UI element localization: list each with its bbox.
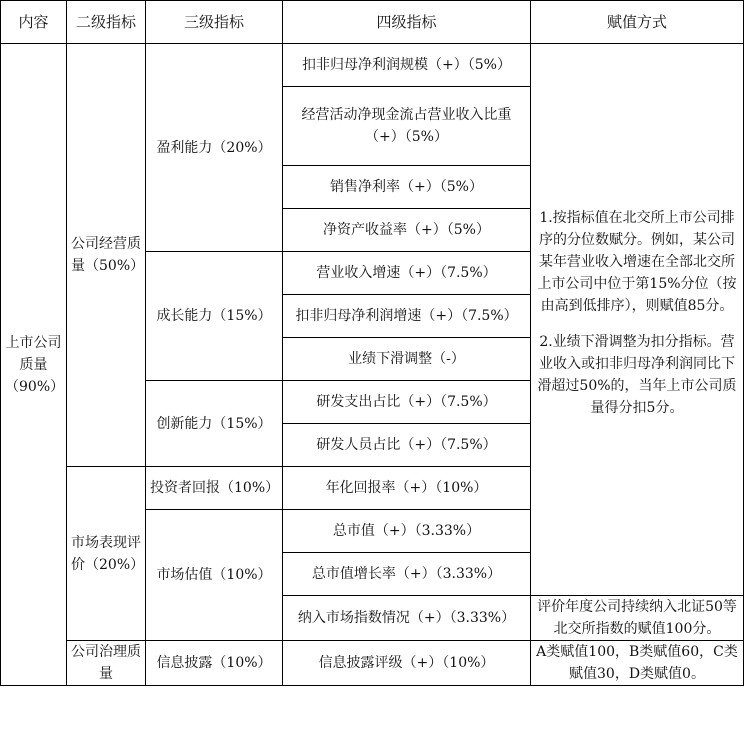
header-row <box>1 1 744 44</box>
table-row <box>1 44 744 87</box>
header-level3: 三级指标 <box>146 1 283 44</box>
level3-growth: 成长能力（15%） <box>146 252 283 381</box>
level4-cell: 信息披露评级（+）（10%） <box>283 641 531 686</box>
level4-cell: 研发支出占比（+）（7.5%） <box>283 381 531 424</box>
level4-cell: 营业收入增速（+）（7.5%） <box>283 252 531 295</box>
level4-cell: 研发人员占比（+）（7.5%） <box>283 424 531 467</box>
level3-investor-return: 投资者回报（10%） <box>146 467 283 510</box>
method-disclosure-cell: A类赋值100，B类赋值60，C类赋值30，D类赋值0。 <box>531 641 744 686</box>
header-method: 赋值方式 <box>531 1 744 44</box>
level4-cell: 扣非归母净利润增速（+）（7.5%） <box>283 295 531 338</box>
level2-governance-quality: 公司治理质量 <box>67 641 146 686</box>
header-level2: 二级指标 <box>67 1 146 44</box>
level2-operation-quality: 公司经营质量（50%） <box>67 44 146 467</box>
level4-cell: 扣非归母净利润规模（+）（5%） <box>283 44 531 87</box>
level4-cell: 总市值增长率（+）（3.33%） <box>283 553 531 596</box>
header-level4: 四级指标 <box>283 1 531 44</box>
method-note-1: 1.按指标值在北交所上市公司排序的分位数赋分。例如，某公司某年营业收入增速在全部北交所上市公司中位于第15%分位（按由高到低排序），则赋值85分。 <box>537 209 737 314</box>
level2-market-performance: 市场表现评价（20%） <box>67 467 146 641</box>
method-index-cell: 评价年度公司持续纳入北证50等北交所指数的赋值100分。 <box>531 596 744 641</box>
level4-cell: 销售净利率（+）（5%） <box>283 166 531 209</box>
level4-cell: 经营活动净现金流占营业收入比重（+）（5%） <box>283 87 531 166</box>
method-note-2: 2.业绩下滑调整为扣分指标。营业收入或扣非归母净利润同比下滑超过50%的，当年上市公司质量得分扣5分。 <box>537 333 737 416</box>
level3-innovation: 创新能力（15%） <box>146 381 283 467</box>
header-content: 内容 <box>1 1 67 44</box>
level3-market-valuation: 市场估值（10%） <box>146 510 283 641</box>
level4-cell: 纳入市场指数情况（+）（3.33%） <box>283 596 531 641</box>
level4-cell: 业绩下滑调整（-） <box>283 338 531 381</box>
level1-cell: 上市公司质量（90%） <box>1 44 67 686</box>
level3-disclosure: 信息披露（10%） <box>146 641 283 686</box>
level4-cell: 净资产收益率（+）（5%） <box>283 209 531 252</box>
level3-profitability: 盈利能力（20%） <box>146 44 283 252</box>
level4-cell: 年化回报率（+）（10%） <box>283 467 531 510</box>
level4-cell: 总市值（+）（3.33%） <box>283 510 531 553</box>
method-note-cell <box>531 44 744 596</box>
